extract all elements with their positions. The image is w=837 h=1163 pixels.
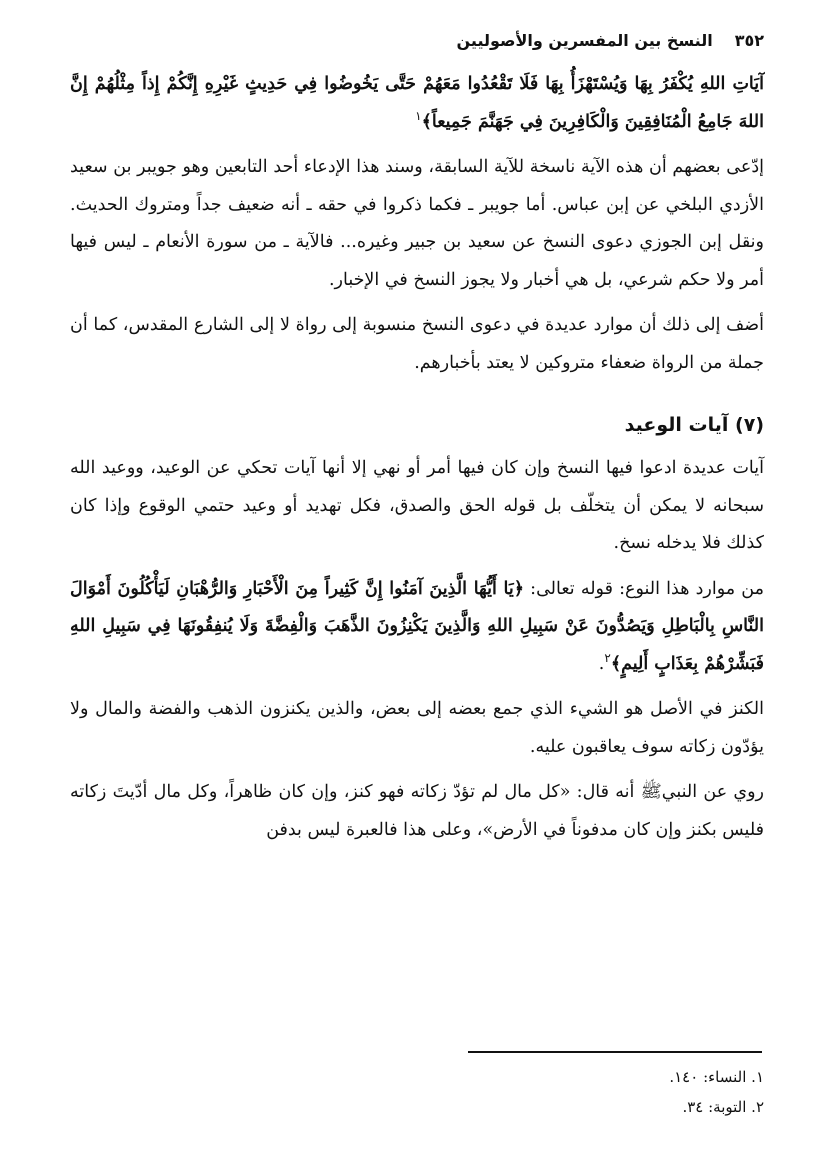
- quran-verse-paragraph: [70, 571, 764, 684]
- footnote: ١. النساء: ١٤٠.: [669, 1068, 764, 1086]
- footnote-divider: [468, 1051, 762, 1053]
- running-header: [70, 30, 764, 66]
- body-paragraph: الكنز في الأصل هو الشيء الذي جمع بعضه إلى بعض، والذين يكنزون الذهب والفضة والمال ولا يؤدّون زكاته سوف يعاقبون عليه.: [70, 699, 764, 757]
- verse-intro: من موارد هذا النوع: قوله تعالى:: [524, 578, 764, 599]
- page-number: ٣٥٢: [734, 31, 764, 50]
- body-paragraph: إدّعى بعضهم أن هذه الآية ناسخة للآية السابقة، وسند هذا الإدعاء أحد التابعين وهو جويبر بن سعيد الأزدي البلخي عن إبن عباس. أما جويبر ـ فكما ذكروا في حقه ـ أنه ضعيف جداً ومتروك الحديث. ونقل إبن الجوزي دعوى النسخ عن سعيد بن جبير وغيره... فالآية ـ من سورة الأنعام ـ ليس فيها أمر ولا حكم شرعي، بل هي أخبار ولا يجوز النسخ في الإخبار.: [70, 157, 764, 290]
- page-body: [70, 30, 764, 857]
- running-title: النسخ بين المفسرين والأصوليين: [456, 31, 713, 50]
- quran-verse: ﴿يَا أَيُّهَا الَّذِينَ آمَنُوا إِنَّ كَثِيراً مِنَ الْأَحْبَارِ وَالرُّهْبَانِ لَيَأْكُلُونَ أَمْوَالَ النَّاسِ بِالْبَاطِلِ وَيَصُدُّونَ عَنْ سَبِيلِ اللهِ وَالَّذِينَ يَكْنِزُونَ الذَّهَبَ وَالْفِضَّةَ وَلَا يُنفِقُونَهَا فِي سَبِيلِ اللهِ فَبَشِّرْهُمْ بِعَذَابٍ أَلِيمٍ﴾: [70, 578, 764, 674]
- quran-verse: آيَاتِ اللهِ يُكْفَرُ بِهَا وَيُسْتَهْزَأُ بِهَا فَلَا تَقْعُدُوا مَعَهُمْ حَتَّى يَخُوضُوا فِي حَدِيثٍ غَيْرِهِ إِنَّكُمْ إِذاً مِثْلُهُمْ إِنَّ اللهَ جَامِعُ الْمُنَافِقِينَ وَالْكَافِرِينَ فِي جَهَنَّمَ جَمِيعاً﴾: [70, 74, 764, 132]
- footnotes: [364, 1062, 764, 1122]
- footnote: ٢. التوبة: ٣٤.: [682, 1098, 764, 1116]
- body-paragraph: آيات عديدة ادعوا فيها النسخ وإن كان فيها أمر أو نهي إلا أنها آيات تحكي عن الوعيد، ووعيد الله سبحانه لا يمكن أن يتخلّف بل قوله الحق والصدق، فكل تهديد أو وعيد حتمي الوقوع وإذا كان كذلك فلا يدخله نسخ.: [70, 458, 764, 553]
- section-heading: (٧) آيات الوعيد: [624, 414, 764, 436]
- verse-tail: .: [598, 653, 605, 674]
- footnote-ref: ١: [415, 108, 422, 123]
- footnote-ref: ٢: [604, 650, 611, 665]
- body-paragraph: أضف إلى ذلك أن موارد عديدة في دعوى النسخ منسوبة إلى رواة لا إلى الشارع المقدس، كما أن جملة من الرواة ضعفاء متروكين لا يعتد بأخبارهم.: [70, 315, 764, 373]
- quran-verse-paragraph: [70, 66, 764, 141]
- body-paragraph: روي عن النبيﷺ أنه قال: «كل مال لم تؤدّ زكاته فهو كنز، وإن كان ظاهراً، وكل مال أدّيتَ زكاته فليس بكنز وإن كان مدفوناً في الأرض»، وعلى هذا فالعبرة ليس بدفن: [70, 782, 764, 840]
